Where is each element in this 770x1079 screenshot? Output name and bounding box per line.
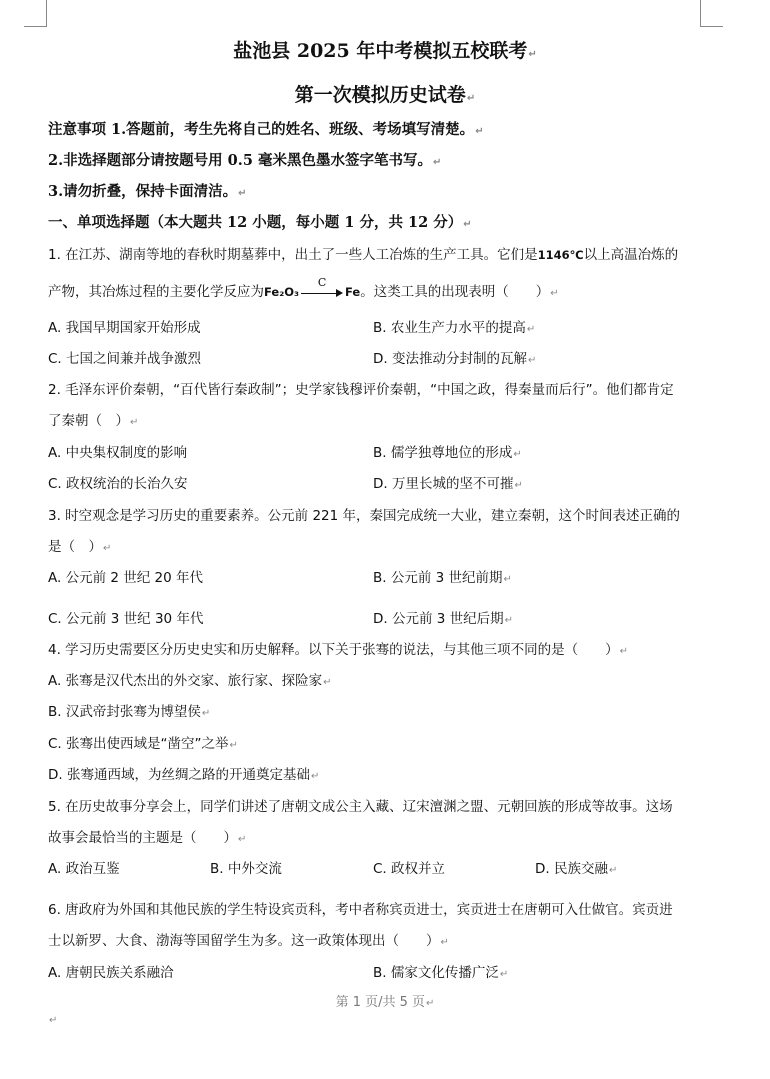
- q1-stem-line2: 产物，其冶炼过程的主要化学反应为Fe₂O₃ C Fe。这类工具的出现表明（ ）↵: [48, 276, 559, 300]
- reaction-arrow-icon: C: [301, 286, 343, 298]
- q4-option-b[interactable]: B. 汉武帝封张骞为博望侯↵: [48, 704, 211, 720]
- exam-title: 盐池县 2025 年中考模拟五校联考↵: [233, 40, 537, 62]
- q4-option-d[interactable]: D. 张骞通西域，为丝绸之路的开通奠定基础↵: [48, 767, 320, 783]
- q3-option-d[interactable]: D. 公元前 3 世纪后期↵: [373, 611, 514, 627]
- q1-option-b[interactable]: B. 农业生产力水平的提高↵: [373, 320, 536, 336]
- q4-stem: 4. 学习历史需要区分历史史实和历史解释。以下关于张骞的说法，与其他三项不同的是（ ）↵: [48, 642, 629, 658]
- q3-stem-line2: 是（ ）↵: [48, 539, 112, 555]
- q1-temperature: 1146℃: [537, 248, 584, 262]
- q5-option-d[interactable]: D. 民族交融↵: [535, 861, 618, 877]
- q6-option-b[interactable]: B. 儒家文化传播广泛↵: [373, 965, 509, 981]
- q6-stem-line1: 6. 唐政府为外国和其他民族的学生特设宾贡科，考中者称宾贡进士，宾贡进士在唐朝可入仕做官。宾贡进: [48, 902, 673, 918]
- q3-option-b[interactable]: B. 公元前 3 世纪前期↵: [373, 570, 512, 586]
- q1-option-c[interactable]: C. 七国之间兼并战争激烈: [48, 351, 202, 367]
- q6-option-a[interactable]: A. 唐朝民族关系融洽: [48, 965, 174, 981]
- page-number: 第 1 页/共 5 页↵: [335, 995, 435, 1010]
- notice-1: 注意事项 1.答题前，考生先将自己的姓名、班级、考场填写清楚。↵: [48, 121, 484, 138]
- q5-option-a[interactable]: A. 政治互鉴: [48, 861, 120, 877]
- q2-option-d[interactable]: D. 万里长城的坚不可摧↵: [373, 476, 523, 492]
- q2-stem-line2: 了秦朝（ ）↵: [48, 413, 139, 429]
- q5-option-c[interactable]: C. 政权并立: [373, 861, 446, 877]
- q4-option-a[interactable]: A. 张骞是汉代杰出的外交家、旅行家、探险家↵: [48, 673, 332, 689]
- q3-stem-line1: 3. 时空观念是学习历史的重要素养。公元前 221 年，秦国完成统一大业，建立秦朝，这个时间表述正确的: [48, 508, 681, 524]
- section-title: 一、单项选择题（本大题共 12 小题，每小题 1 分，共 12 分）↵: [48, 214, 472, 231]
- q4-option-c[interactable]: C. 张骞出使西域是“凿空”之举↵: [48, 736, 238, 752]
- q5-stem-line2: 故事会最恰当的主题是（ ）↵: [48, 830, 247, 846]
- q6-stem-line2: 士以新罗、大食、渤海等国留学生为多。这一政策体现出（ ）↵: [48, 933, 449, 949]
- crop-mark-top-left: [24, 0, 47, 27]
- q3-option-a[interactable]: A. 公元前 2 世纪 20 年代: [48, 570, 204, 586]
- q1-option-a[interactable]: A. 我国早期国家开始形成: [48, 320, 201, 336]
- crop-mark-top-right: [700, 0, 723, 27]
- q2-option-c[interactable]: C. 政权统治的长治久安: [48, 476, 188, 492]
- q2-option-b[interactable]: B. 儒学独尊地位的形成↵: [373, 445, 522, 461]
- trailing-paragraph-mark: ↵: [49, 1015, 58, 1026]
- q1-option-d[interactable]: D. 变法推动分封制的瓦解↵: [373, 351, 537, 367]
- q2-option-a[interactable]: A. 中央集权制度的影响: [48, 445, 188, 461]
- q2-stem-line1: 2. 毛泽东评价秦朝，“百代皆行秦政制”；史学家钱穆评价秦朝，“中国之政，得秦量而后行”。他们都肯定: [48, 382, 674, 398]
- exam-subtitle: 第一次模拟历史试卷↵: [294, 84, 476, 106]
- q5-stem-line1: 5. 在历史故事分享会上，同学们讲述了唐朝文成公主入藏、辽宋澶渊之盟、元朝回族的形成等故事。这场: [48, 799, 673, 815]
- notice-3: 3.请勿折叠，保持卡面清洁。↵: [48, 183, 247, 200]
- q1-stem-line1: 1. 在江苏、湖南等地的春秋时期墓葬中，出土了一些人工冶炼的生产工具。它们是1146℃以上高温冶炼的: [48, 247, 679, 263]
- q1-product: Fe: [345, 285, 361, 299]
- q5-option-b[interactable]: B. 中外交流: [210, 861, 282, 877]
- q1-reactant: Fe₂O₃: [264, 285, 300, 299]
- notice-2: 2.非选择题部分请按题号用 0.5 毫米黑色墨水签字笔书写。↵: [48, 152, 442, 169]
- q3-option-c[interactable]: C. 公元前 3 世纪 30 年代: [48, 611, 204, 627]
